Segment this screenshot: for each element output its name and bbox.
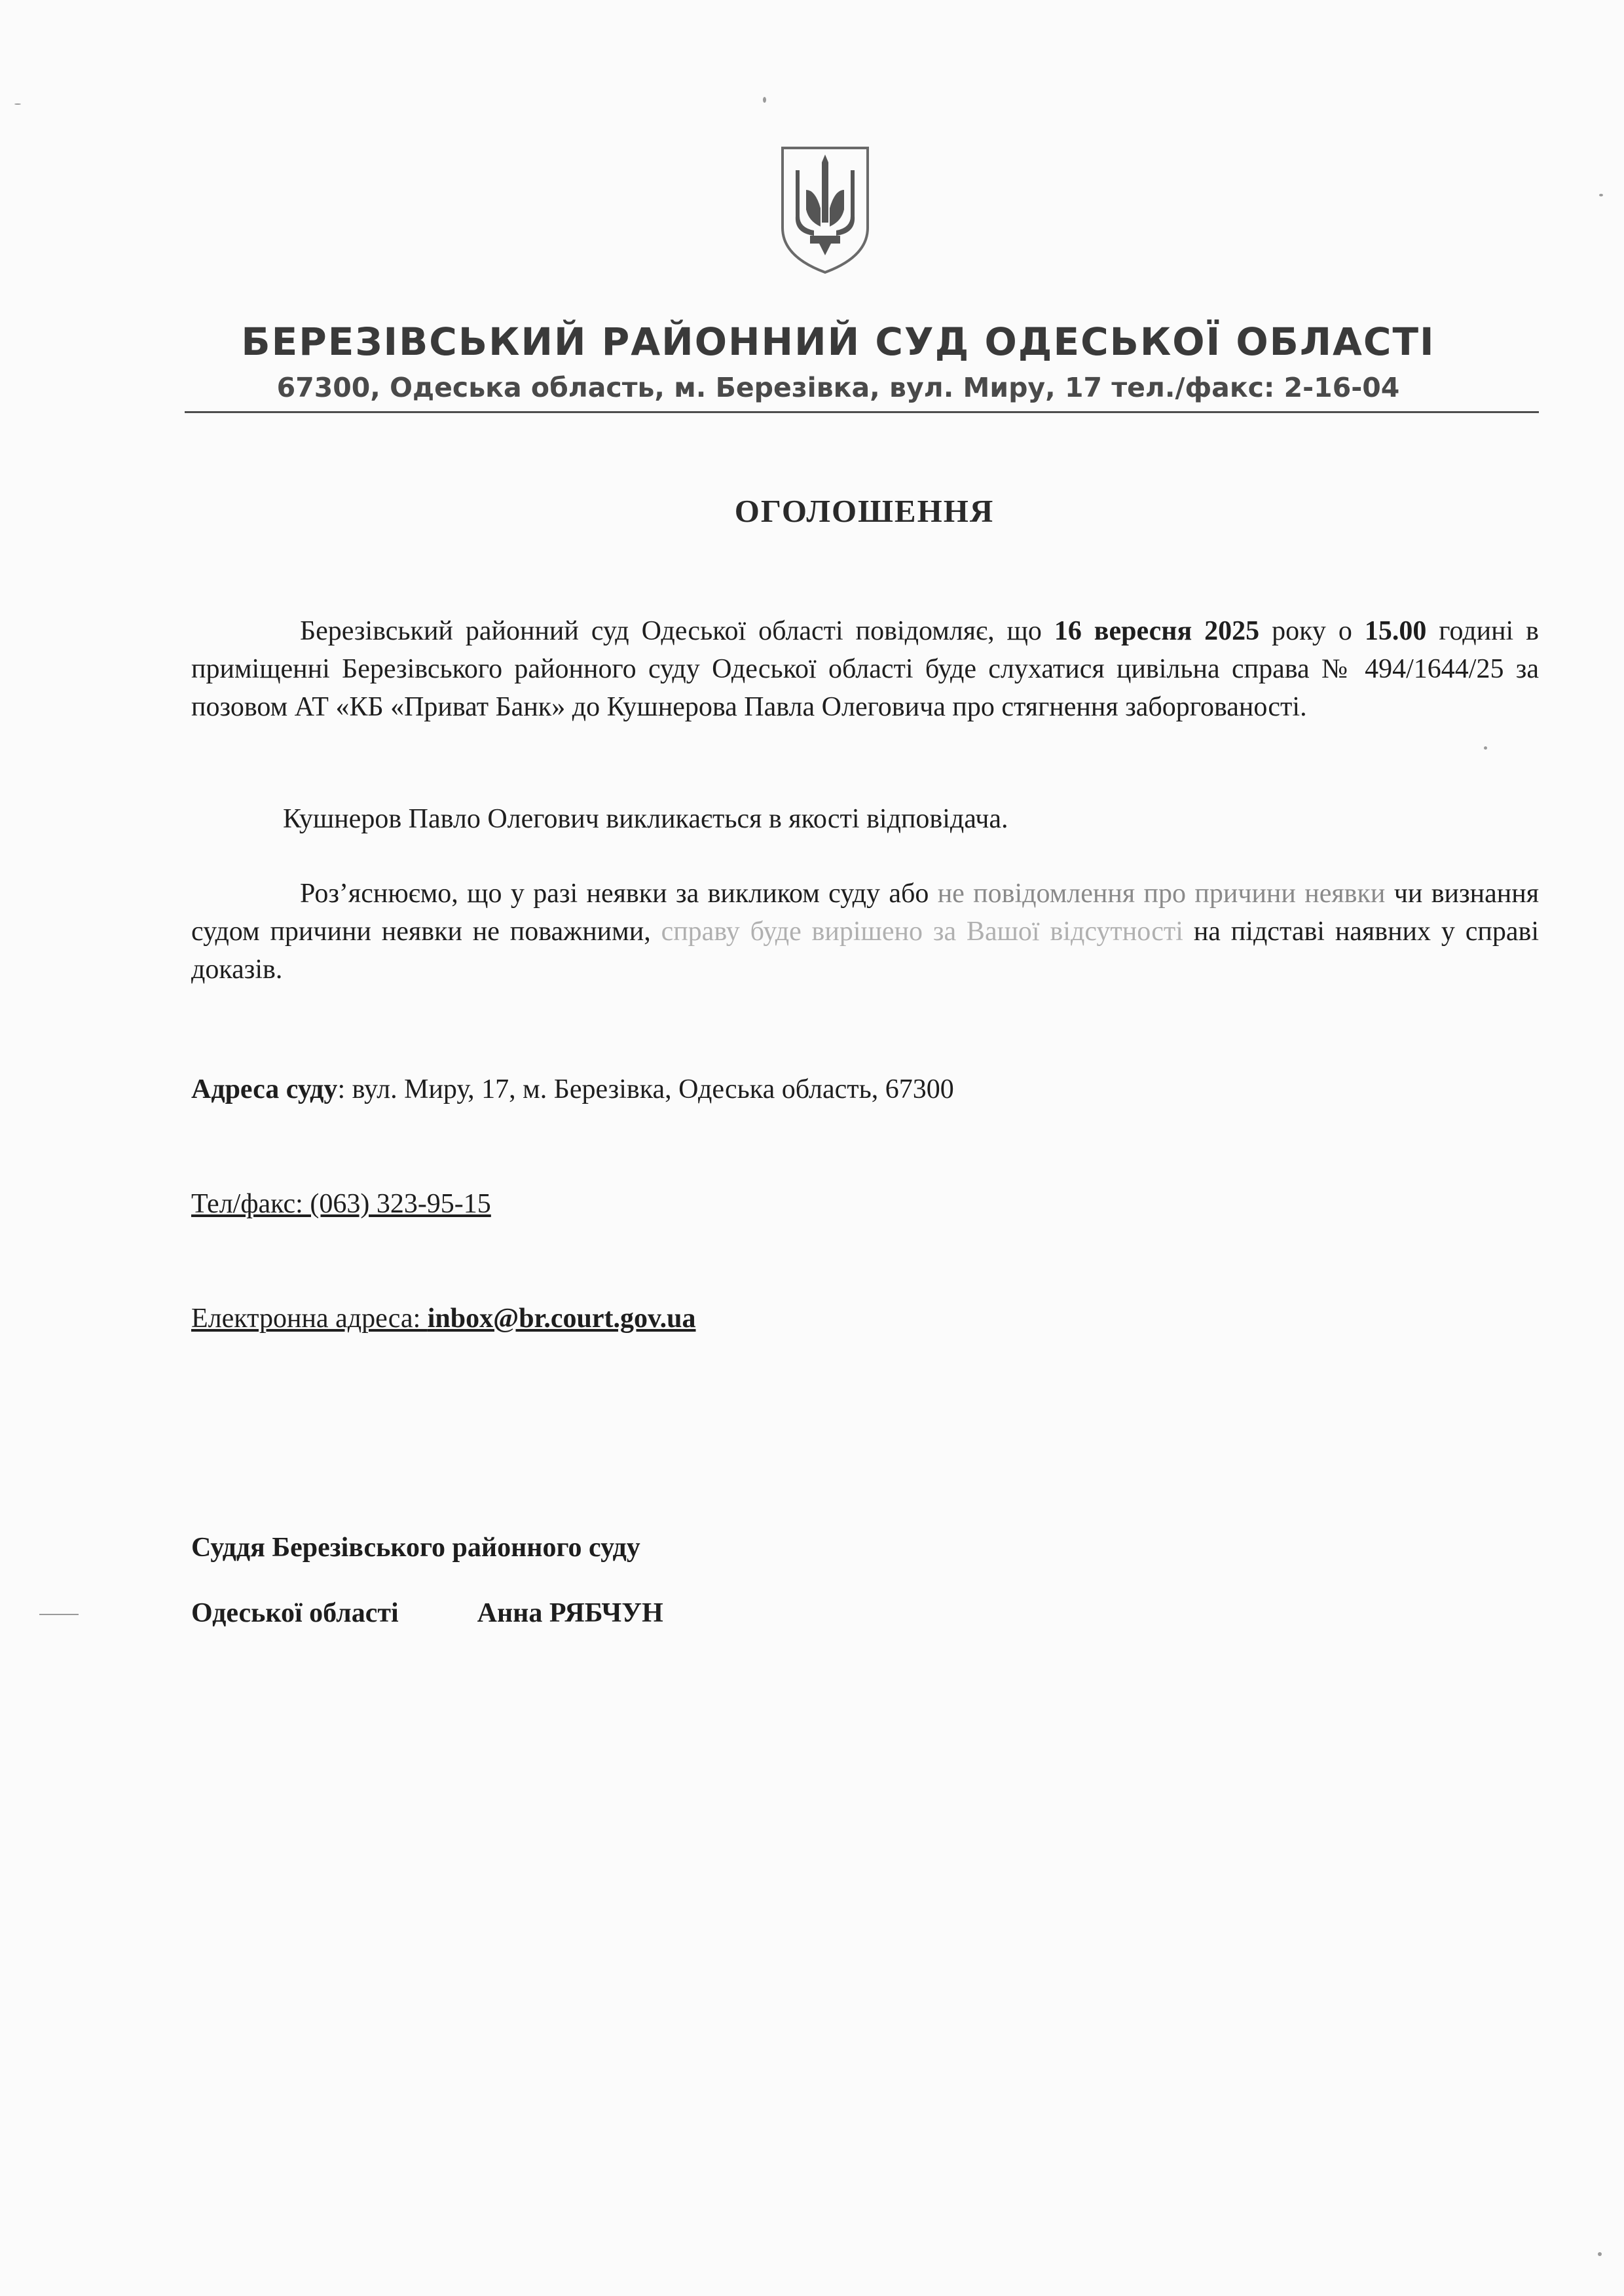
paragraph-text: на підставі наявних у справі доказів. [191, 917, 1540, 985]
defendant-paragraph [191, 800, 1539, 838]
address-value: : вул. Миру, 17, м. Березівка, Одеська область, 67300 [337, 1074, 954, 1104]
judge-name: Анна РЯБЧУН [477, 1598, 663, 1628]
email-line [191, 1300, 696, 1338]
address-label: Адреса суду [191, 1074, 338, 1104]
signature-region: Одеської області [191, 1598, 399, 1628]
paragraph-text: Березівський районний суд Одеської області повідомляє, що [300, 616, 1054, 646]
signature-line [191, 1594, 663, 1632]
header-divider [185, 411, 1539, 413]
scan-speck [1599, 194, 1603, 196]
email-label: Електронна адреса: [191, 1303, 428, 1334]
document-title: ОГОЛОШЕННЯ [734, 493, 995, 529]
scan-speck [39, 1614, 79, 1615]
paragraph-text-faded: справу буде вирішено за Вашої відсутності [661, 917, 1183, 947]
coat-of-arms-icon [776, 144, 874, 275]
scan-speck [1598, 2252, 1602, 2256]
paragraph-text: годині в приміщенні Березівського районного суду Одеської області буде слухатися цивільна справа № 494/1644/25 за позовом АТ «КБ «Приват Банк» до Кушнерова Павла Олеговича про стягнення заборгованості. [191, 616, 1540, 722]
hearing-time: 15.00 [1364, 616, 1427, 646]
scan-speck [14, 103, 21, 105]
scan-speck [1484, 746, 1487, 750]
announcement-paragraph [191, 612, 1539, 726]
hearing-date: 16 вересня 2025 [1054, 616, 1260, 646]
paragraph-text-faded: не повідомлення про причини неявки [937, 879, 1386, 909]
court-address [191, 1070, 954, 1108]
court-address-line: 67300, Одеська область, м. Березівка, вул. Миру, 17 тел./факс: 2-16-04 [276, 372, 1400, 403]
court-name-heading: БЕРЕЗІВСЬКИЙ РАЙОННИЙ СУД ОДЕСЬКОЇ ОБЛАСТІ [241, 319, 1435, 364]
signature-title: Суддя Березівського районного суду [191, 1533, 640, 1563]
phone-fax: Тел/факс: (063) 323-95-15 [191, 1189, 491, 1219]
paragraph-text: Роз’яснюємо, що у разі неявки за викликом суду або [300, 879, 938, 909]
email-address: inbox@br.court.gov.ua [427, 1303, 696, 1334]
paragraph-text: Кушнеров Павло Олегович викликається в якості відповідача. [283, 804, 1008, 834]
paragraph-text: року о [1259, 616, 1365, 646]
paragraph-text: чи визнання судом причини неявки не поважними, [191, 879, 1540, 947]
explanation-paragraph [191, 875, 1539, 989]
scan-speck [763, 97, 766, 103]
